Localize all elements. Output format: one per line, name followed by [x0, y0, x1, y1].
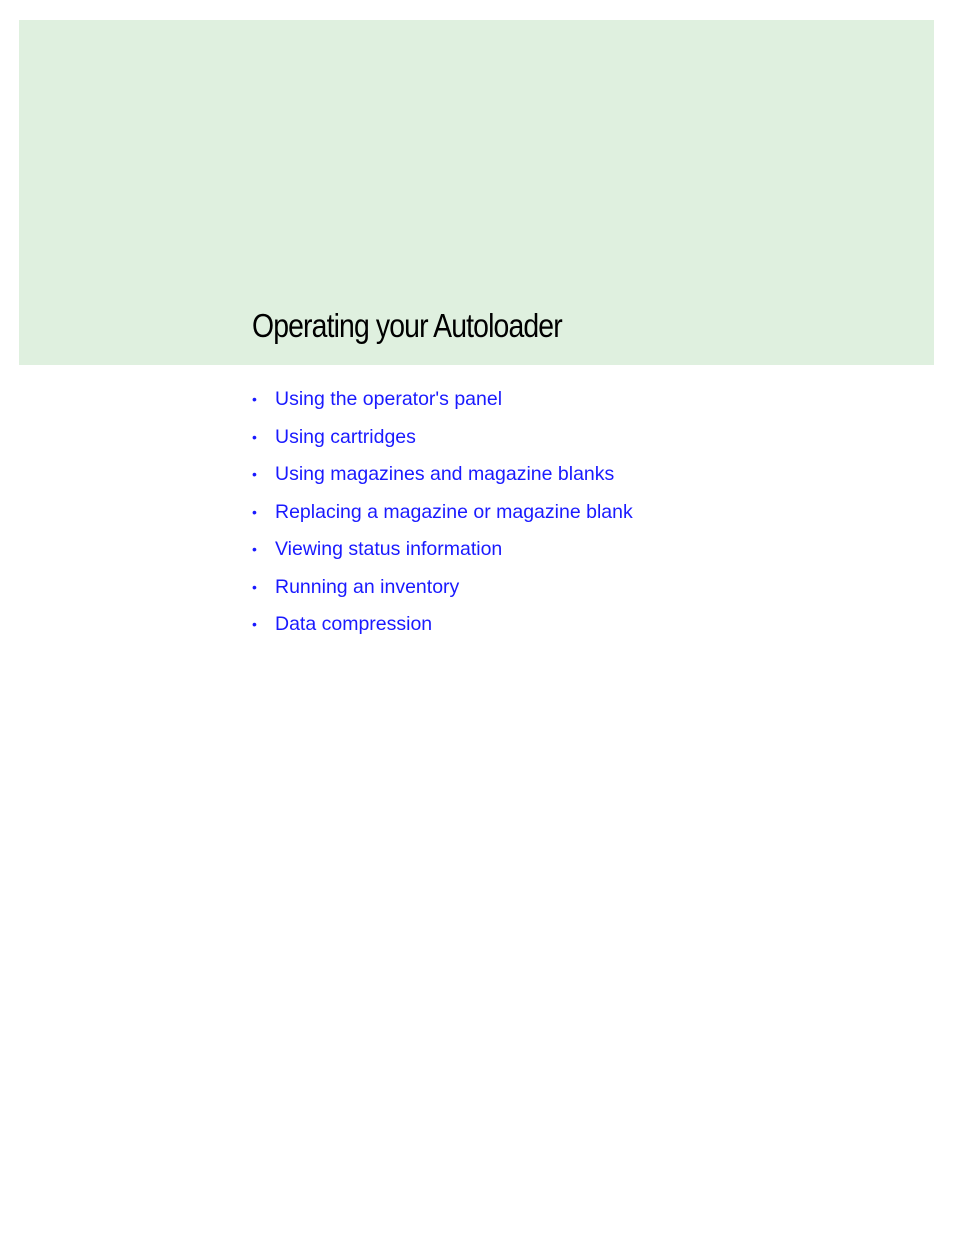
toc-link-status-information[interactable]: Viewing status information [275, 538, 503, 560]
bullet-icon: • [252, 466, 257, 482]
toc-link-operators-panel[interactable]: Using the operator's panel [275, 388, 503, 410]
toc-link-magazines[interactable]: Using magazines and magazine blanks [275, 463, 615, 485]
bullet-icon: • [252, 616, 257, 632]
toc-link-data-compression[interactable]: Data compression [275, 613, 433, 635]
bullet-icon: • [252, 391, 257, 407]
bullet-icon: • [252, 578, 257, 595]
bullet-icon: • [252, 541, 257, 557]
toc-link-replacing-magazine[interactable]: Replacing a magazine or magazine blank [275, 500, 633, 523]
chapter-title: Operating your Autoloader [252, 307, 562, 344]
bullet-icon: • [252, 503, 257, 520]
toc-link-inventory[interactable]: Running an inventory [275, 575, 460, 598]
toc-link-cartridges[interactable]: Using cartridges [275, 425, 416, 448]
bullet-icon: • [252, 428, 257, 445]
